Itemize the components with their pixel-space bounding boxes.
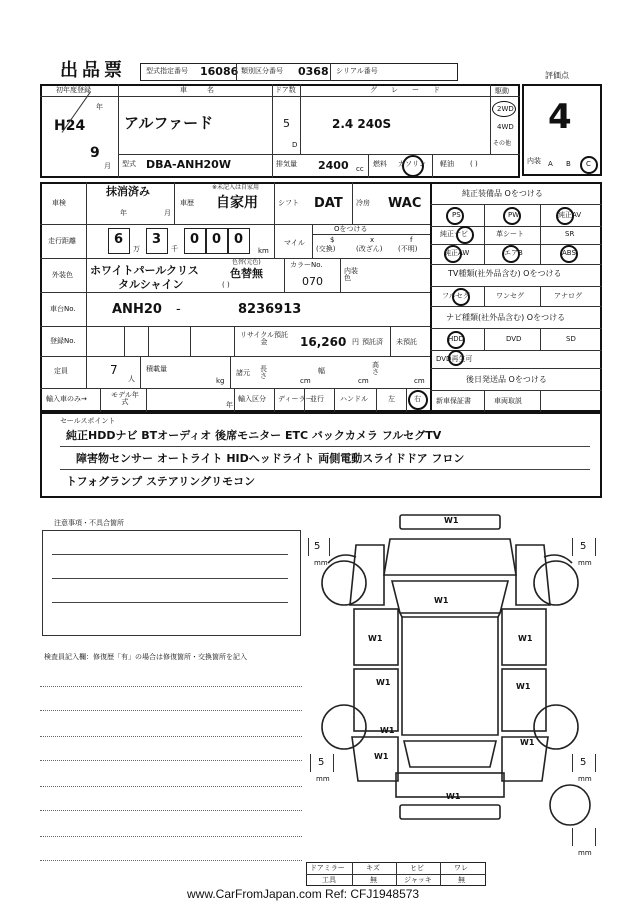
color-no-label: カラーNo.: [290, 261, 323, 269]
legend-jack-value: 無: [458, 876, 465, 884]
tread-front-right: 5: [580, 541, 587, 552]
fuel-gasoline: ガソリン: [398, 160, 426, 168]
original-color-label: 色替(元色): [232, 259, 261, 266]
drive-4wd: 4WD: [497, 123, 514, 131]
tread-rear-right-unit: mm: [578, 775, 592, 783]
import-parallel: 並行: [310, 395, 324, 403]
equip-airbag: エアB: [504, 249, 523, 257]
reg-year-label: 年: [96, 103, 103, 111]
first-reg-label: 初年度登録: [56, 86, 91, 94]
opt-unknown: (不明): [398, 245, 418, 253]
dvd-playback: DVD再生可: [436, 355, 473, 363]
nav-sd: SD: [566, 335, 576, 343]
equip-airbag-circle: [502, 245, 520, 263]
reg-month-label: 月: [104, 162, 111, 170]
import-label: 輸入車のみ→: [46, 395, 87, 403]
tv-oneseg: ワンセグ: [496, 292, 524, 300]
mileage-digit-1: 6: [114, 232, 124, 247]
grade-label: グレード: [370, 86, 454, 94]
ac-label: 冷房: [356, 199, 370, 207]
tread-front-left: 5: [314, 541, 321, 552]
equip-pw-circle: [503, 207, 521, 225]
page-title: 出品票: [60, 60, 126, 81]
reg-month-value: 9: [90, 145, 100, 161]
dvd-playback-circle: [448, 350, 464, 366]
mark-rear-bumper: W1: [446, 792, 461, 801]
exterior-color-line2: タルシャイン: [118, 278, 184, 291]
displacement-label: 排気量: [276, 160, 297, 168]
equip-av: 純正AV: [558, 211, 582, 219]
reg-year-value: H24: [54, 118, 86, 134]
history-note: ※未記入は自家用: [212, 184, 260, 191]
mileage-digit-3: 0: [190, 232, 200, 247]
handle-label: ハンドル: [340, 395, 368, 403]
sales-line-2: 障害物センサー オートライト HIDヘッドライト 両側電動スライドドア フロン: [76, 452, 465, 465]
sym-f: f: [410, 236, 413, 244]
width-label: 幅: [318, 367, 325, 375]
opt-exchange: (交換): [316, 245, 336, 253]
car-name-label: 車名: [180, 86, 234, 94]
mileage-km: km: [258, 247, 269, 255]
recycle-paid: 預託済: [362, 338, 383, 346]
inspector-label: 検査員記入欄：修復歴「有」の場合は修復箇所・交換箇所を記入: [44, 653, 247, 661]
import-class-label: 輸入区分: [238, 395, 266, 403]
tread-rear-left: 5: [318, 757, 325, 768]
score-label: 評価点: [545, 71, 569, 80]
width-unit: cm: [358, 377, 369, 385]
drive-2wd-circle: [492, 101, 516, 117]
inspection-value: 抹消済み: [106, 185, 150, 198]
equip-pw: PW: [508, 211, 520, 219]
interior-b: B: [566, 160, 571, 168]
dims-label: 諸元: [236, 369, 250, 377]
equip-leather: 革シート: [496, 230, 524, 238]
chassis-prefix: ANH20: [112, 302, 162, 317]
equip-aw: 純正AW: [444, 249, 470, 257]
fuel-paren: ( ): [470, 160, 478, 168]
legend-mirror: ドアミラー: [310, 864, 345, 872]
fuel-gasoline-circle: [402, 155, 424, 177]
exterior-color-label: 外装色: [52, 271, 73, 279]
reg-no-label: 登録No.: [50, 337, 76, 345]
equip-ps: PS: [452, 211, 461, 219]
fuel-diesel-label: 軽油: [440, 160, 454, 168]
recycle-label: リサイクル預託金: [239, 331, 289, 346]
capacity-label: 定員: [54, 367, 68, 375]
tread-rear-left-unit: mm: [316, 775, 330, 783]
interior-a: A: [548, 160, 553, 168]
mark-left-front-door: W1: [368, 634, 383, 643]
serial-label: シリアル番号: [336, 67, 378, 75]
tv-fullseg: フルセグ: [442, 292, 470, 300]
chassis-label: 車台No.: [50, 305, 76, 313]
watermark: www.CarFromJapan.com Ref: CFJ1948573: [187, 887, 420, 901]
mark-hood: W1: [434, 596, 449, 605]
history-value: 自家用: [216, 195, 258, 211]
import-dealer: ディーラー: [278, 395, 313, 403]
mark-right-quarter: W1: [520, 738, 535, 747]
model-designation-label: 型式指定番号: [146, 67, 188, 75]
after-manual: 車両取説: [494, 397, 522, 405]
handle-left: 左: [388, 395, 395, 403]
equip-abs-circle: [560, 245, 578, 263]
exterior-color-line1: ホワイトパールクリス: [90, 264, 199, 277]
handle-right: 右: [414, 395, 421, 403]
tv-fullseg-circle: [452, 288, 470, 306]
height-unit: cm: [414, 377, 425, 385]
sym-x: x: [370, 236, 375, 244]
history-label: 車歴: [180, 199, 194, 207]
drive-2wd: 2WD: [497, 105, 514, 113]
model-year-label: モデル年式: [111, 391, 139, 406]
fuel-label: 燃料: [373, 160, 387, 168]
tread-rear-right: 5: [580, 757, 587, 768]
color-no-value: 070: [302, 275, 323, 288]
load-unit: kg: [216, 377, 225, 385]
doors-value: 5: [283, 117, 290, 130]
interior-color-label: 内装色: [344, 267, 358, 282]
mark-front-bumper: W1: [444, 516, 459, 525]
shift-label: シフト: [278, 199, 299, 207]
load-label: 積載量: [146, 365, 167, 373]
capacity-value: 7: [110, 363, 118, 377]
doors-suffix: D: [292, 141, 298, 149]
equip-aw-circle: [444, 245, 462, 263]
ac-value: WAC: [388, 196, 422, 211]
equipment-title: 純正装備品 Oをつける: [462, 189, 543, 198]
legend-crack: ヒビ: [410, 864, 424, 872]
mark-left-quarter: W1: [380, 726, 395, 735]
inspection-year-label: 年: [120, 209, 127, 217]
circle-note: Oをつける: [334, 225, 368, 233]
legend-tool: 工具: [322, 876, 336, 884]
tread-spare-unit: mm: [578, 849, 592, 857]
height-label: 高さ: [372, 361, 379, 376]
legend-break: ワレ: [454, 864, 468, 872]
recycle-unpaid: 未預託: [396, 338, 417, 346]
sales-line-3: トフォグランプ ステアリングリモコン: [66, 475, 256, 488]
car-name-value: アルファード: [124, 114, 214, 132]
tv-analog: アナログ: [554, 292, 582, 300]
capacity-unit: 人: [128, 375, 135, 383]
displacement-unit: cc: [356, 165, 364, 173]
equip-ps-circle: [446, 207, 464, 225]
mark-hatch: W1: [374, 752, 389, 761]
original-color-paren: ( ): [222, 281, 230, 289]
equip-navi: 純正ナビ: [440, 230, 468, 238]
drive-label: 駆動: [495, 87, 509, 95]
shift-value: DAT: [314, 196, 343, 211]
mileage-digit-4: 0: [212, 232, 222, 247]
interior-label: 内装: [527, 157, 541, 165]
interior-c: C: [586, 160, 591, 168]
legend-jack: ジャッキ: [404, 876, 432, 884]
nav-title: ナビ種類(社外品含む) Oをつける: [446, 313, 566, 322]
mileage-man: 万: [133, 245, 140, 253]
mileage-sen: 千: [171, 245, 178, 253]
mark-right-rear-door: W1: [516, 682, 531, 691]
drive-other: その他: [493, 140, 512, 147]
mileage-label: 走行距離: [48, 237, 76, 245]
tread-front-left-unit: mm: [314, 559, 328, 567]
equip-sr: SR: [565, 230, 575, 238]
nav-hdd-circle: [447, 331, 465, 349]
length-unit: cm: [300, 377, 311, 385]
category-value: 0368: [298, 65, 329, 78]
opt-tamper: (改ざん): [356, 245, 383, 253]
score-value: 4: [548, 97, 572, 137]
after-title: 後日発送品 Oをつける: [466, 375, 547, 384]
equip-navi-circle: [456, 226, 474, 244]
model-type-label: 型式: [122, 160, 136, 168]
handle-right-circle: [408, 390, 428, 410]
recycle-yen: 円: [352, 338, 359, 346]
sales-line-1: 純正HDDナビ BTオーディオ 後席モニター ETC バックカメラ フルセグTV: [66, 429, 442, 442]
category-label: 類別区分番号: [241, 67, 283, 75]
inspection-month-label: 月: [164, 209, 171, 217]
inspection-label: 車検: [52, 199, 66, 207]
mark-right-front-door: W1: [518, 634, 533, 643]
mileage-digit-5: 0: [234, 232, 244, 247]
model-type-value: DBA-ANH20W: [146, 158, 231, 171]
grade-value: 2.4 240S: [332, 117, 392, 131]
legend-scratch: キズ: [366, 864, 380, 872]
recycle-amount: 16,260: [300, 335, 347, 349]
nav-dvd: DVD: [506, 335, 522, 343]
mark-left-rear-door: W1: [376, 678, 391, 687]
chassis-dash: -: [176, 302, 181, 317]
sales-points-label: セールスポイント: [60, 417, 116, 425]
interior-c-circle: [580, 156, 598, 174]
equip-av-circle: [556, 207, 574, 225]
length-label: 長さ: [260, 365, 267, 380]
chassis-number: 8236913: [238, 302, 302, 317]
equip-abs: ABS: [562, 249, 576, 257]
model-year-unit: 年: [226, 401, 233, 409]
mile-label: マイル: [284, 239, 305, 247]
caution-bracket: [42, 530, 301, 636]
after-warranty: 新車保証書: [436, 397, 471, 405]
mileage-digit-2: 3: [152, 232, 162, 247]
doors-label: ドア数: [275, 86, 296, 94]
tread-front-right-unit: mm: [578, 559, 592, 567]
legend-tool-value: 無: [370, 876, 377, 884]
displacement-value: 2400: [318, 159, 349, 172]
tv-title: TV種類(社外品含む) Oをつける: [448, 269, 562, 278]
original-color-value: 色替無: [230, 267, 263, 280]
caution-label: 注意事項・不具合箇所: [54, 519, 124, 527]
model-designation-value: 16086: [200, 65, 239, 78]
sym-dollar: $: [330, 236, 335, 244]
nav-hdd: HDD: [448, 335, 465, 343]
